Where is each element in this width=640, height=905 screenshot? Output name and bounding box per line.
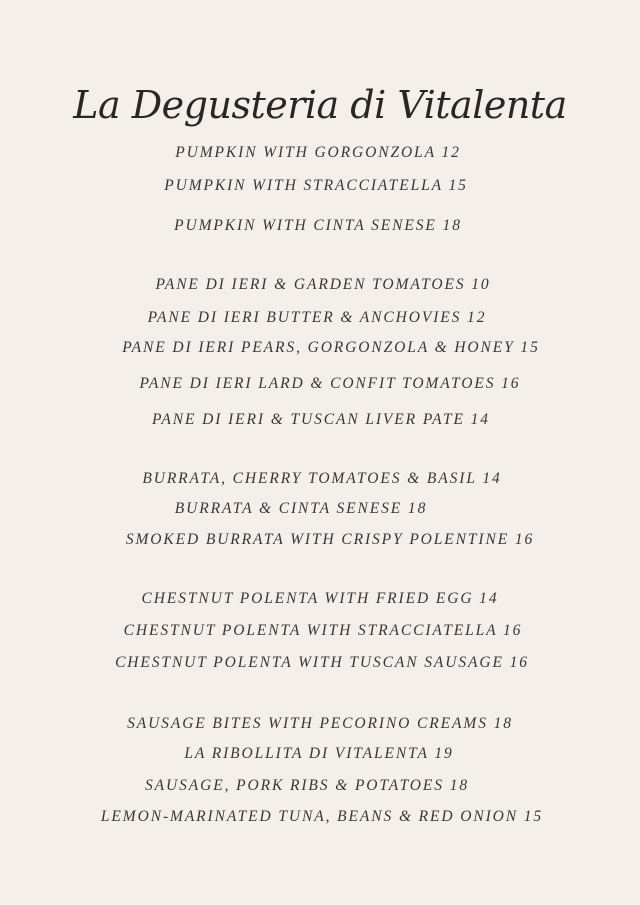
menu-item: PUMPKIN WITH CINTA SENESE 18 [174,217,462,234]
menu-item: BURRATA, CHERRY TOMATOES & BASIL 14 [142,470,502,487]
menu-item: SMOKED BURRATA WITH CRISPY POLENTINE 16 [125,531,535,548]
menu-item: PANE DI IERI & GARDEN TOMATOES 10 [155,276,491,293]
menu-item: LEMON-MARINATED TUNA, BEANS & RED ONION 15 [100,808,544,825]
menu-title: La Degusteria di Vitalenta [73,83,567,128]
menu-item: CHESTNUT POLENTA WITH STRACCIATELLA 16 [123,622,523,639]
menu-item: SAUSAGE BITES WITH PECORINO CREAMS 18 [127,715,513,732]
menu-item: CHESTNUT POLENTA WITH TUSCAN SAUSAGE 16 [115,654,529,671]
menu-item: PANE DI IERI LARD & CONFIT TOMATOES 16 [139,375,521,392]
menu-item: PANE DI IERI BUTTER & ANCHOVIES 12 [147,309,487,326]
menu-item: LA RIBOLLITA DI VITALENTA 19 [184,745,454,762]
menu-item: PUMPKIN WITH GORGONZOLA 12 [175,144,461,161]
menu-item: SAUSAGE, PORK RIBS & POTATOES 18 [145,777,469,794]
menu-item: PANE DI IERI & TUSCAN LIVER PATE 14 [152,411,490,428]
menu-item: PANE DI IERI PEARS, GORGONZOLA & HONEY 15 [122,339,540,356]
menu-item: CHESTNUT POLENTA WITH FRIED EGG 14 [141,590,499,607]
menu-item: PUMPKIN WITH STRACCIATELLA 15 [164,177,468,194]
menu-item: BURRATA & CINTA SENESE 18 [174,500,428,517]
